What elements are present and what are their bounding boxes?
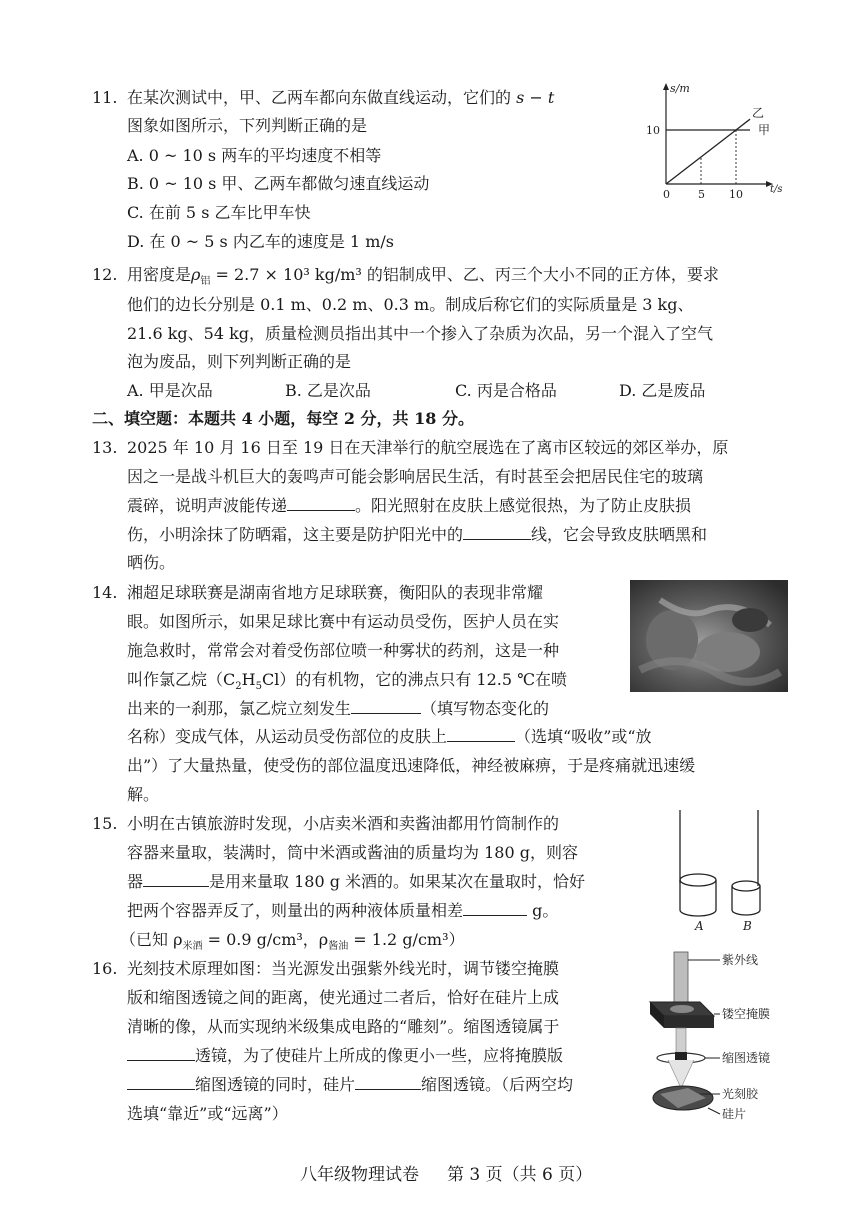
q14-line6-text: 名称）变成气体，从运动员受伤部位的皮肤上 (127, 727, 448, 746)
q15-cups-figure (668, 808, 778, 938)
q15-line2: 容器来量取，装满时，筒中米酒或酱油的质量均为 180 g，则容 (127, 843, 578, 862)
q14-blank-1[interactable] (351, 699, 421, 714)
q11-x-tick-0: 0 (663, 188, 670, 198)
q11-x-tick-10: 10 (729, 188, 743, 198)
q16-line4-text: 透镜，为了使硅片上所成的像更小一些，应将掩膜版 (195, 1046, 564, 1065)
q15-number: 15. (92, 814, 118, 833)
q15-known-mid: = 0.9 g/cm³，ρ (202, 930, 329, 949)
q11-st-chart (640, 80, 790, 198)
q16-blank-3[interactable] (355, 1075, 421, 1090)
q11-stem-variable: s − t (516, 88, 555, 107)
q11-series-label-jia: 甲 (758, 123, 771, 137)
q13-line3-text: 震碎，说明声波能传递 (127, 496, 288, 515)
q13-line2: 因之一是战斗机巨大的轰鸣声可能会影响居民生活，有时甚至会把居民住宅的玻璃 (127, 467, 704, 486)
q14-line1: 湘超足球联赛是湖南省地方足球联赛，衡阳队的表现非常耀 (127, 583, 544, 602)
q11-series-label-yi: 乙 (752, 106, 765, 121)
q15-sub-jiangyou: 酱油 (328, 941, 349, 953)
q16-line5 (127, 1075, 573, 1095)
section-2-heading: 二、填空题：本题共 4 小题，每空 2 分，共 18 分。 (92, 409, 474, 428)
footer-page-number: 第 3 页（共 6 页） (447, 1165, 593, 1185)
q15-label-b: B (743, 919, 752, 933)
q11-stem-line1 (127, 88, 554, 108)
q16-lithography-figure (638, 948, 788, 1134)
q16-uv-beam (674, 952, 688, 1002)
q14-line6-rest: （选填“吸收”或“放 (515, 727, 652, 746)
q13-line5: 晒伤。 (127, 553, 176, 572)
q16-line1: 光刻技术原理如图：当光源发出强紫外线光时，调节镂空掩膜 (127, 959, 560, 978)
q12-eq: = (210, 265, 234, 284)
q14-line2: 眼。如图所示，如果足球比赛中有运动员受伤，医护人员在实 (127, 612, 560, 631)
q13-line1: 2025 年 10 月 16 日至 19 日在天津举行的航空展选在了离市区较远的郊区举办，原 (127, 438, 729, 457)
q12-rho-symbol: ρ (191, 265, 201, 284)
q15-label-a: A (695, 919, 704, 933)
q12-line4: 泡为废品，则下列判断正确的是 (127, 352, 352, 371)
q11-x-axis-label: t/s (770, 184, 783, 195)
q16-line4 (127, 1046, 563, 1066)
q15-line3 (127, 872, 585, 892)
q11-option-b: B. 0 ~ 10 s 甲、乙两车都做匀速直线运动 (127, 174, 430, 193)
q12-rho-sub: 铝 (200, 276, 211, 288)
q15-line4 (127, 901, 558, 921)
q14-line8: 解。 (127, 785, 160, 804)
q13-blank-1[interactable] (287, 496, 355, 511)
q16-line2: 版和缩图透镜之间的距离，使光通过二者后，恰好在硅片上成 (127, 988, 560, 1007)
q13-line4 (127, 525, 707, 545)
q13-number: 13. (92, 438, 118, 457)
q14-line7: 出”）了大量热量，使受伤的部位温度迅速降低，神经被麻痹，于是疼痛就迅速缓 (127, 756, 696, 775)
q15-cup-a-top (680, 874, 716, 886)
q16-line5-rest: 缩图透镜。（后两空均 (421, 1075, 574, 1094)
q11-y-tick-10: 10 (646, 124, 660, 137)
q15-line4-text: 把两个容器弄反了，则量出的两种液体质量相差 (127, 901, 464, 920)
q13-blank-2[interactable] (463, 525, 531, 540)
q12-line1 (127, 265, 719, 292)
q14-blank-2[interactable] (447, 727, 515, 742)
q14-line3: 施急救时，常常会对着受伤部位喷一种雾状的药剂，这是一种 (127, 641, 560, 660)
q11-option-a: A. 0 ~ 10 s 两车的平均速度不相等 (127, 146, 382, 165)
q15-line1: 小明在古镇旅游时发现，小店卖米酒和卖酱油都用竹筒制作的 (127, 814, 560, 833)
q14-line5 (127, 699, 549, 719)
q14-sub-2: 2 (235, 681, 242, 693)
q15-line5 (120, 930, 465, 957)
q12-lead: 用密度是 (127, 265, 192, 284)
q14-line4-c: Cl）的有机物，它的沸点只有 12.5 ℃在喷 (261, 670, 568, 689)
q13-line4-rest: 线，它会导致皮肤晒黑和 (531, 525, 708, 544)
q15-known-lead: （已知 ρ (120, 930, 183, 949)
q11-option-d: D. 在 0 ~ 5 s 内乙车的速度是 1 m/s (127, 232, 394, 251)
q11-option-c: C. 在前 5 s 乙车比甲车快 (127, 203, 311, 222)
footer-subject: 八年级物理试卷 (300, 1165, 419, 1185)
q12-line2: 他们的边长分别是 0.1 m、0.2 m、0.3 m。制成后称它们的实际质量是 3 kg、 (127, 295, 694, 314)
q15-cup-b-top (732, 881, 760, 891)
q14-line5-text: 出来的一刹那，氯乙烷立刻发生 (127, 699, 352, 718)
q16-label-wafer: 硅片 (722, 1107, 747, 1121)
q16-line3: 清晰的像，从而实现纳米级集成电路的“雕刻”。缩图透镜属于 (127, 1017, 560, 1036)
q12-number: 12. (92, 265, 118, 284)
q12-line3: 21.6 kg、54 kg，质量检测员指出其中一个掺入了杂质为次品，另一个混入了空气 (127, 324, 714, 343)
q15-line3-text: 器 (127, 872, 144, 891)
q16-label-mask: 镂空掩膜 (722, 1007, 771, 1021)
q13-line4-text: 伤，小明涂抹了防晒霜，这主要是防护阳光中的 (127, 525, 464, 544)
q14-football-photo (630, 580, 788, 692)
q14-line4-a: 叫作氯乙烷（C (127, 670, 236, 689)
q14-line5-rest: （填写物态变化的 (421, 699, 550, 718)
q11-number: 11. (92, 88, 118, 107)
q11-x-tick-5: 5 (698, 188, 705, 198)
q15-blank-1[interactable] (143, 872, 209, 887)
q13-line3-rest: 。阳光照射在皮肤上感觉很热，为了防止皮肤损 (355, 496, 692, 515)
q11-stem-text: 在某次测试中，甲、乙两车都向东做直线运动，它们的 (127, 88, 512, 107)
q11-series-yi (666, 119, 750, 184)
q14-line4-b: H (241, 670, 256, 689)
q12-option-a: A. 甲是次品 (127, 381, 213, 400)
q15-sub-mijiu: 米酒 (182, 941, 203, 953)
q15-known-end: = 1.2 g/cm³） (348, 930, 465, 949)
q12-line1-rest: 2.7 × 10³ kg/m³ 的铝制成甲、乙、丙三个大小不同的正方体，要求 (234, 265, 719, 284)
q14-number: 14. (92, 583, 118, 602)
q12-option-c: C. 丙是合格品 (455, 381, 557, 400)
q12-option-d: D. 乙是废品 (619, 381, 706, 400)
q11-stem-line2: 图象如图所示，下列判断正确的是 (127, 116, 368, 135)
q16-number: 16. (92, 959, 118, 978)
q16-line5-text: 缩图透镜的同时，硅片 (195, 1075, 356, 1094)
q15-blank-2[interactable] (463, 901, 527, 916)
q16-blank-1[interactable] (127, 1046, 195, 1061)
q14-sub-5: 5 (255, 681, 262, 693)
q15-line4-rest: g。 (527, 901, 559, 920)
q16-blank-2[interactable] (127, 1075, 195, 1090)
q11-y-axis-arrow (663, 83, 669, 90)
q15-line3-rest: 是用来量取 180 g 米酒的。如果某次在量取时，恰好 (209, 872, 586, 891)
q16-label-uv: 紫外线 (722, 953, 759, 967)
q16-label-lens: 缩图透镜 (722, 1051, 771, 1065)
q16-label-resist: 光刻胶 (722, 1087, 759, 1101)
q14-line4 (127, 670, 567, 697)
q14-line6 (127, 727, 652, 747)
q11-y-axis-label: s/m (670, 82, 690, 95)
q12-option-b: B. 乙是次品 (285, 381, 371, 400)
q13-line3 (127, 496, 691, 516)
q16-line6: 选填“靠近”或“远离”） (127, 1104, 288, 1123)
